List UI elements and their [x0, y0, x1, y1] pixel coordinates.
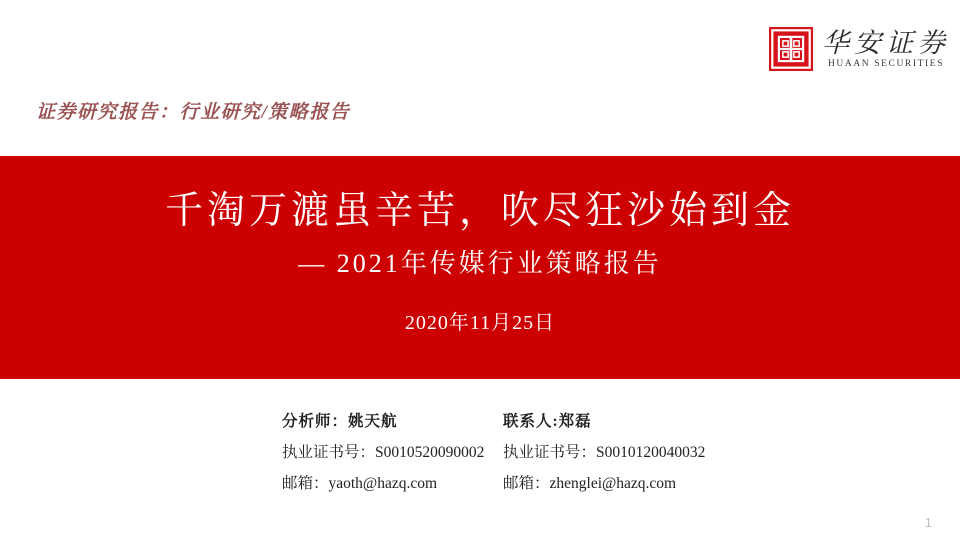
logo: [769, 27, 950, 71]
analyst-name-line: 分析师：姚天航: [282, 413, 398, 430]
analyst-cert-line: 执业证书号：S0010520090002: [282, 444, 485, 461]
report-type-line: 证券研究报告：行业研究/策略报告: [36, 102, 351, 123]
logo-name-cn: 华安证券: [822, 28, 950, 58]
contact-person-cert-line: 执业证书号：S0010120040032: [503, 444, 706, 461]
logo-text: [822, 28, 950, 70]
report-title: 千淘万漉虽辛苦，吹尽狂沙始到金: [164, 190, 795, 232]
title-banner: [0, 156, 960, 379]
report-subtitle: — 2021年传媒行业策略报告: [298, 249, 662, 278]
contact-person-info: [503, 406, 705, 499]
contacts-block: [282, 406, 705, 499]
huaan-seal-icon: [769, 27, 813, 71]
analyst-email-line: 邮箱：yaoth@hazq.com: [282, 475, 438, 492]
logo-name-en: HUAAN SECURITIES: [827, 59, 945, 69]
contact-person-name-line: 联系人:郑磊: [503, 413, 592, 430]
contact-person-email-line: 邮箱：zhenglei@hazq.com: [503, 475, 677, 492]
analyst-info: [282, 406, 503, 499]
report-date: 2020年11月25日: [404, 312, 556, 334]
page-number: 1: [924, 515, 932, 530]
